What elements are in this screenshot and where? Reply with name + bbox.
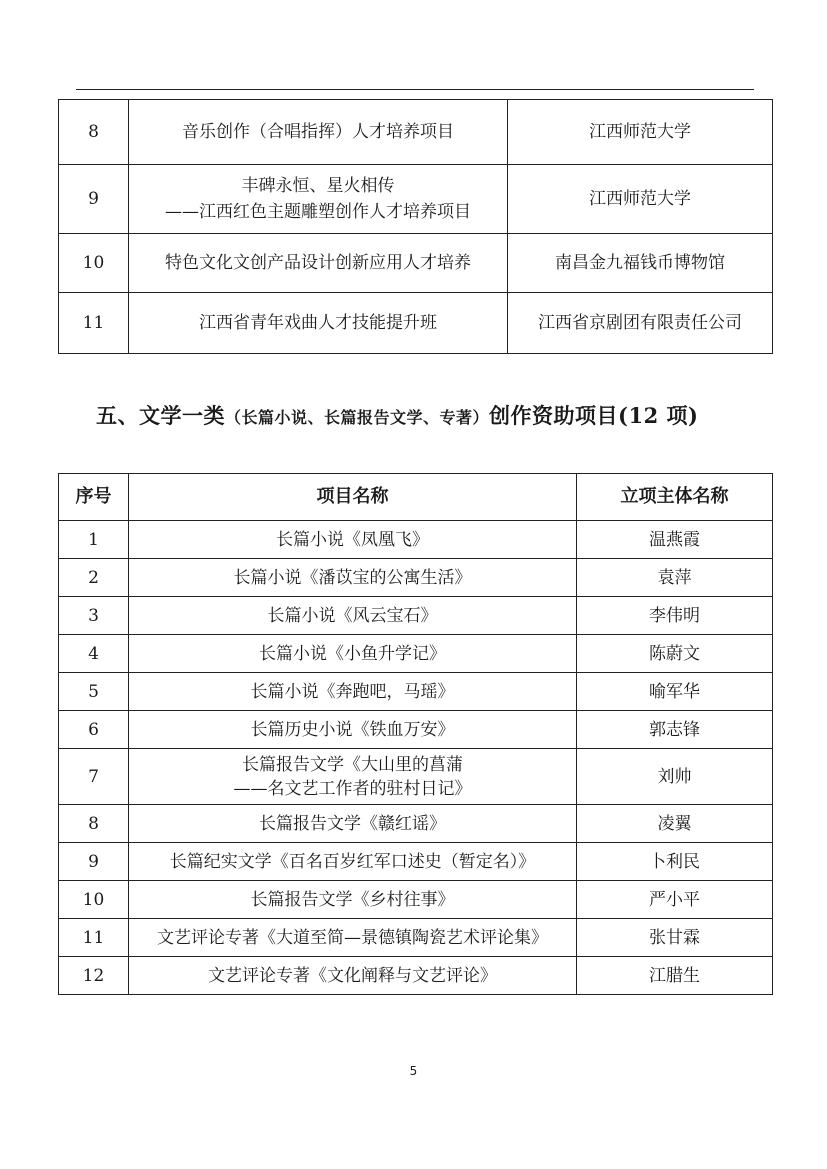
organization-name: 江腊生	[577, 957, 773, 995]
organization-name: 江西师范大学	[508, 100, 773, 165]
row-number: 8	[59, 805, 129, 843]
project-name: 特色文化文创产品设计创新应用人才培养	[129, 234, 508, 293]
organization-name: 严小平	[577, 881, 773, 919]
project-name: 长篇小说《潘苡宝的公寓生活》	[129, 559, 577, 597]
project-name: 音乐创作（合唱指挥）人才培养项目	[129, 100, 508, 165]
table-row	[59, 881, 773, 919]
organization-name: 江西师范大学	[508, 165, 773, 234]
table-row	[59, 749, 773, 805]
project-name: 江西省青年戏曲人才技能提升班	[129, 293, 508, 354]
project-name: 丰碑永恒、星火相传 ——江西红色主题雕塑创作人才培养项目	[129, 165, 508, 234]
section-heading-prefix: 五、文学一类	[96, 403, 225, 428]
organization-name: 喻军华	[577, 673, 773, 711]
header-rule	[76, 89, 754, 90]
project-name: 长篇小说《小鱼升学记》	[129, 635, 577, 673]
organization-name: 温燕霞	[577, 521, 773, 559]
table-row	[59, 597, 773, 635]
row-number: 11	[59, 293, 129, 354]
row-number: 1	[59, 521, 129, 559]
organization-name: 江西省京剧团有限责任公司	[508, 293, 773, 354]
header-number: 序号	[59, 474, 129, 521]
table-header-row	[59, 474, 773, 521]
section-heading	[96, 400, 786, 430]
project-name: 长篇小说《奔跑吧，马瑶》	[129, 673, 577, 711]
table-row	[59, 805, 773, 843]
project-name: 长篇报告文学《乡村往事》	[129, 881, 577, 919]
table-row	[59, 957, 773, 995]
project-table-continued	[58, 99, 773, 354]
table-row	[59, 234, 773, 293]
table-row	[59, 919, 773, 957]
organization-name: 凌翼	[577, 805, 773, 843]
project-name: 长篇报告文学《大山里的菖蒲 ——名文艺工作者的驻村日记》	[129, 749, 577, 805]
organization-name: 郭志锋	[577, 711, 773, 749]
organization-name: 袁萍	[577, 559, 773, 597]
project-name: 长篇小说《风云宝石》	[129, 597, 577, 635]
organization-name: 刘帅	[577, 749, 773, 805]
row-number: 2	[59, 559, 129, 597]
project-name: 文艺评论专著《大道至简—景德镇陶瓷艺术评论集》	[129, 919, 577, 957]
table-row	[59, 635, 773, 673]
header-project-name: 项目名称	[129, 474, 577, 521]
table-row	[59, 293, 773, 354]
project-name: 长篇报告文学《赣红谣》	[129, 805, 577, 843]
row-number: 10	[59, 234, 129, 293]
literature-projects-table	[58, 473, 773, 995]
table-row	[59, 673, 773, 711]
section-heading-suffix: 创作资助项目(12 项)	[489, 403, 699, 428]
organization-name: 卜利民	[577, 843, 773, 881]
row-number: 6	[59, 711, 129, 749]
table-row	[59, 521, 773, 559]
row-number: 9	[59, 165, 129, 234]
row-number: 4	[59, 635, 129, 673]
project-name: 文艺评论专著《文化阐释与文艺评论》	[129, 957, 577, 995]
project-name: 长篇纪实文学《百名百岁红军口述史（暂定名）》	[129, 843, 577, 881]
organization-name: 张甘霖	[577, 919, 773, 957]
row-number: 5	[59, 673, 129, 711]
row-number: 8	[59, 100, 129, 165]
table-row	[59, 711, 773, 749]
row-number: 9	[59, 843, 129, 881]
row-number: 10	[59, 881, 129, 919]
organization-name: 李伟明	[577, 597, 773, 635]
header-organization: 立项主体名称	[577, 474, 773, 521]
organization-name: 陈蔚文	[577, 635, 773, 673]
project-name: 长篇历史小说《铁血万安》	[129, 711, 577, 749]
organization-name: 南昌金九福钱币博物馆	[508, 234, 773, 293]
page-number: 5	[409, 1064, 418, 1078]
row-number: 3	[59, 597, 129, 635]
table-row	[59, 559, 773, 597]
row-number: 11	[59, 919, 129, 957]
table-row	[59, 100, 773, 165]
table-row	[59, 843, 773, 881]
row-number: 7	[59, 749, 129, 805]
table-row	[59, 165, 773, 234]
project-name: 长篇小说《凤凰飞》	[129, 521, 577, 559]
row-number: 12	[59, 957, 129, 995]
section-heading-paren: （长篇小说、长篇报告文学、专著）	[225, 408, 490, 427]
